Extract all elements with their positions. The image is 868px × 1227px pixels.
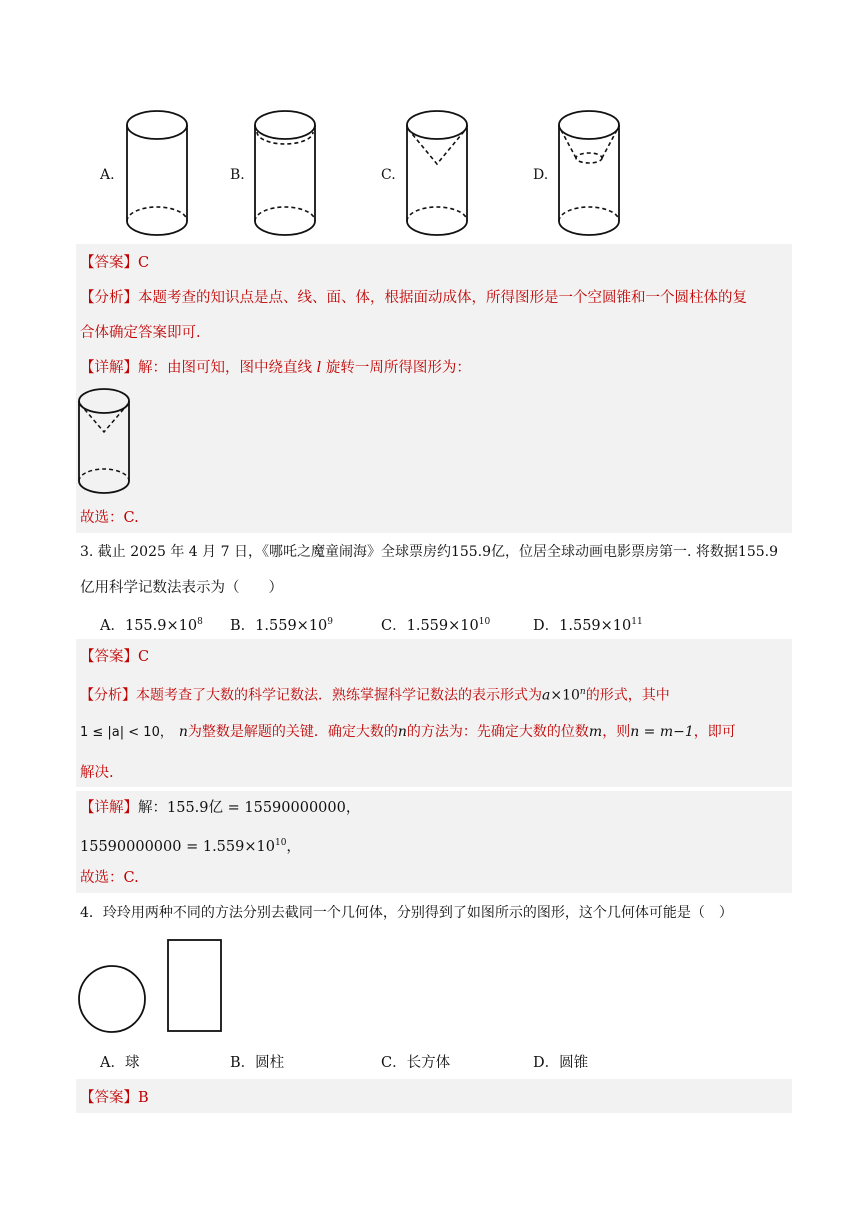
math-range: 1 ≤ |a| < 10， bbox=[80, 725, 173, 740]
cylinder-figure-b bbox=[252, 108, 322, 243]
analysis-text: ，则 bbox=[602, 724, 631, 740]
q3-option-b[interactable] bbox=[230, 612, 333, 636]
analysis-text: 本题考查的知识点是点、线、面、体，根据面动成体，所得图形是一个空圆锥和一个圆柱体的复 bbox=[138, 290, 747, 306]
math-a: a bbox=[542, 687, 551, 704]
q4-answer-panel bbox=[76, 1079, 792, 1113]
option-exponent: 11 bbox=[631, 617, 643, 627]
q3-stem-line1: 3. 截止 2025 年 4 月 7 日，《哪吒之魔童闹海》全球票房约155.9亿，位居全球动画电影票房第一. 将数据155.9 bbox=[80, 544, 779, 560]
detail-text-end: ， bbox=[286, 838, 301, 855]
math-formula: n = m−1 bbox=[630, 724, 694, 740]
detail-exponent: 10 bbox=[274, 838, 287, 848]
q3-analysis-line3: 解决. bbox=[80, 765, 114, 781]
analysis-text: ，即可 bbox=[693, 724, 736, 740]
q3-option-d[interactable] bbox=[533, 612, 643, 636]
math-n: n bbox=[397, 724, 407, 740]
q4-option-d[interactable]: D．圆锥 bbox=[533, 1055, 589, 1071]
cylinder-figure-c bbox=[404, 108, 474, 243]
option-label-c[interactable]: C. bbox=[381, 167, 396, 183]
q3-answer bbox=[80, 647, 149, 667]
math-exponent-n: n bbox=[579, 687, 586, 697]
analysis-text: 的方法为：先确定大数的位数 bbox=[406, 724, 589, 740]
option-exponent: 8 bbox=[197, 617, 203, 627]
option-value: 1.559×10 bbox=[255, 617, 328, 634]
q3-option-a[interactable] bbox=[100, 612, 203, 636]
q3-analysis-line2 bbox=[80, 722, 736, 743]
math-n: n bbox=[178, 724, 188, 740]
result-cylinder-figure bbox=[76, 386, 136, 498]
answer-value: C bbox=[138, 649, 150, 665]
q2-analysis-line2: 合体确定答案即可. bbox=[80, 325, 201, 341]
math-m: m bbox=[588, 724, 603, 740]
analysis-text-end: 的形式，其中 bbox=[585, 687, 670, 704]
analysis-tag: 【分析】 bbox=[80, 687, 136, 704]
option-label-a[interactable]: A. bbox=[100, 167, 115, 183]
detail-text-end: 旋转一周所得图形为： bbox=[321, 360, 471, 376]
line-variable: l bbox=[316, 360, 322, 376]
q2-answer bbox=[80, 253, 149, 273]
detail-text: 解：155.9亿 = 15590000000， bbox=[138, 800, 361, 816]
option-label: D． bbox=[533, 617, 560, 634]
q3-analysis-line1 bbox=[80, 682, 670, 706]
option-value: 1.559×10 bbox=[559, 617, 632, 634]
option-label: C． bbox=[381, 617, 407, 634]
answer-tag: 【答案】 bbox=[80, 1090, 138, 1106]
analysis-text: 本题考查了大数的科学记数法．熟练掌握科学记数法的表示形式为 bbox=[136, 687, 542, 704]
q4-option-a[interactable]: A．球 bbox=[100, 1055, 140, 1071]
detail-tag: 【详解】 bbox=[80, 800, 138, 816]
option-label-b[interactable]: B. bbox=[230, 167, 245, 183]
answer-value: B bbox=[138, 1090, 149, 1106]
math-times-ten: ×10 bbox=[550, 687, 580, 704]
option-exponent: 10 bbox=[478, 617, 491, 627]
q4-answer bbox=[80, 1088, 149, 1108]
detail-text: 解：由图可知，图中绕直线 bbox=[138, 360, 317, 376]
q4-stem: 4．玲玲用两种不同的方法分别去截同一个几何体，分别得到了如图所示的图形，这个几何体可能是（ ） bbox=[80, 905, 733, 921]
detail-text: 15590000000 = 1.559×10 bbox=[80, 838, 275, 855]
q4-option-c[interactable]: C．长方体 bbox=[381, 1055, 451, 1071]
detail-tag: 【详解】 bbox=[80, 360, 138, 376]
option-label: B． bbox=[230, 617, 256, 634]
cylinder-figure-a bbox=[124, 108, 194, 243]
answer-tag: 【答案】 bbox=[80, 649, 138, 665]
q3-option-c[interactable] bbox=[381, 612, 490, 636]
analysis-tag: 【分析】 bbox=[80, 290, 138, 306]
option-label: A． bbox=[100, 617, 125, 634]
analysis-text: 为整数是解题的关键．确定大数的 bbox=[187, 724, 398, 740]
option-value: 155.9×10 bbox=[124, 617, 198, 634]
cylinder-figure-d bbox=[556, 108, 626, 243]
circle-shape bbox=[79, 966, 145, 1032]
option-exponent: 9 bbox=[327, 617, 334, 627]
option-label-d[interactable]: D. bbox=[533, 167, 549, 183]
rectangle-shape bbox=[168, 940, 221, 1031]
q3-detail-line1 bbox=[80, 798, 360, 818]
option-value: 1.559×10 bbox=[406, 617, 479, 634]
q4-option-b[interactable]: B．圆柱 bbox=[230, 1055, 285, 1071]
q3-conclusion: 故选：C. bbox=[80, 870, 139, 886]
answer-tag: 【答案】 bbox=[80, 255, 138, 271]
answer-value: C bbox=[138, 255, 150, 271]
q3-detail-line2 bbox=[80, 833, 301, 857]
q2-detail bbox=[80, 358, 471, 378]
q2-conclusion: 故选：C. bbox=[80, 510, 139, 526]
q4-figures bbox=[76, 938, 226, 1034]
q2-analysis-line1 bbox=[80, 288, 747, 308]
q3-stem-line2: 亿用科学记数法表示为（ ） bbox=[80, 580, 283, 596]
q3-answer-panel bbox=[76, 639, 792, 787]
